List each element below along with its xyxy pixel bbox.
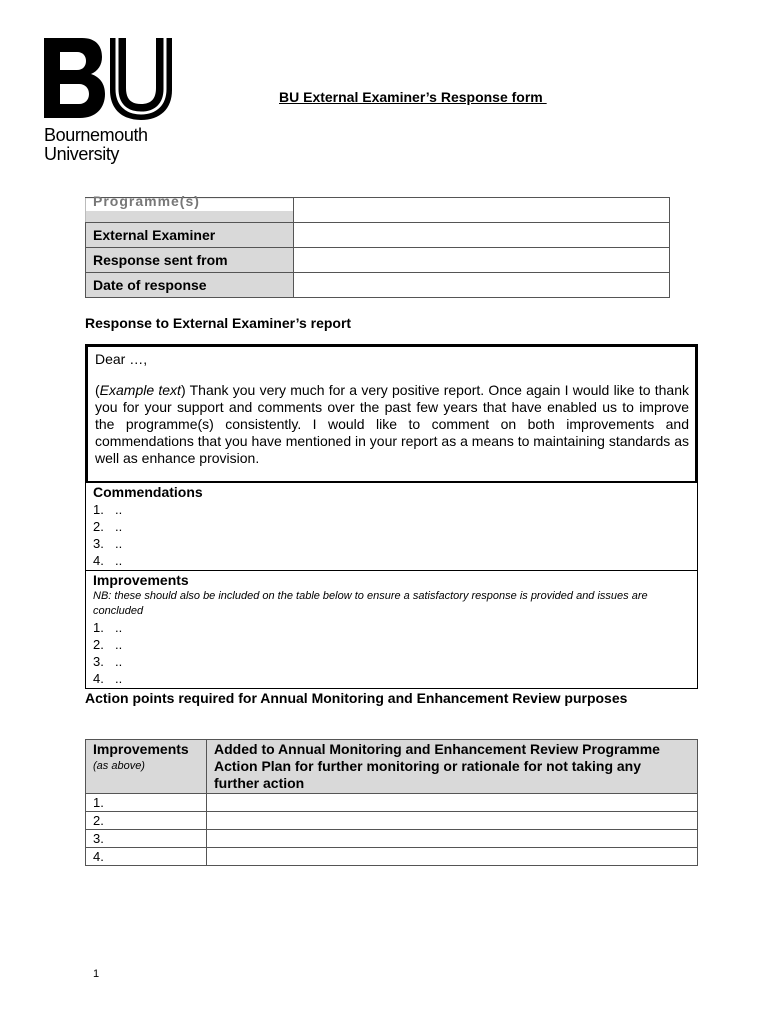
list-item: 1. .. <box>93 502 123 517</box>
table-row <box>86 812 698 830</box>
page-title: BU External Examiner’s Response form <box>279 89 547 105</box>
col-improvements-sub: (as above) <box>93 760 145 772</box>
row-number: 1. <box>86 794 207 812</box>
col-improvements-header: Improvements (as above) <box>86 740 207 794</box>
response-letter[interactable] <box>86 345 697 482</box>
improvements-list <box>93 619 690 687</box>
info-value[interactable] <box>294 223 670 248</box>
letter-body: (Example text) Thank you very much for a very positive report. Once again I would like to thank you for your support and comments over the past few years that have enabled us to improve the programme(s) consistently. I would like to comment on both improvements and commendations that you have mentioned in your report as a means to maintaining standards as well as enhance provision. <box>95 382 689 466</box>
response-box <box>85 344 698 689</box>
logo-wordmark <box>44 126 178 164</box>
list-item: 4. .. <box>93 553 123 568</box>
commendations-title: Commendations <box>93 484 203 500</box>
info-row <box>86 223 670 248</box>
row-action-cell[interactable] <box>207 848 698 866</box>
commendations-section <box>86 482 697 570</box>
salutation: Dear …, <box>95 351 148 367</box>
bu-logo <box>44 38 178 164</box>
list-item: 2. .. <box>93 519 123 534</box>
action-table <box>85 739 698 866</box>
improvements-section <box>86 570 697 688</box>
col-action-plan-header: Added to Annual Monitoring and Enhancement Review Programme Action Plan for further monitoring or rationale for not taking any further action <box>207 740 698 794</box>
improvements-title: Improvements <box>93 572 189 588</box>
list-item: 4. .. <box>93 671 123 686</box>
info-row <box>86 273 670 298</box>
row-action-cell[interactable] <box>207 812 698 830</box>
improvements-note: NB: these should also be included on the table below to ensure a satisfactory response is provided and issues are concluded <box>93 590 648 617</box>
info-value[interactable] <box>294 273 670 298</box>
commendations-list <box>93 501 690 569</box>
page-number: 1 <box>93 968 100 980</box>
info-row-programme <box>86 198 670 223</box>
row-number: 4. <box>86 848 207 866</box>
info-label-clipped: Programme(s) <box>86 198 294 223</box>
action-heading: Action points required for Annual Monitoring and Enhancement Review purposes <box>85 690 628 706</box>
table-row <box>86 848 698 866</box>
info-row <box>86 248 670 273</box>
row-action-cell[interactable] <box>207 794 698 812</box>
logo-line1: Bournemouth <box>44 125 148 145</box>
examiner-info-table <box>85 193 670 298</box>
table-row <box>86 794 698 812</box>
row-number: 3. <box>86 830 207 848</box>
list-item: 1. .. <box>93 620 123 635</box>
logo-line2: University <box>44 144 120 164</box>
row-action-cell[interactable] <box>207 830 698 848</box>
action-header-row <box>86 740 698 794</box>
example-label: Example text <box>99 382 181 398</box>
info-value[interactable] <box>294 198 670 223</box>
response-heading: Response to External Examiner’s report <box>85 315 352 331</box>
bu-logo-mark <box>44 38 176 120</box>
info-label: External Examiner <box>86 223 294 248</box>
list-item: 2. .. <box>93 637 123 652</box>
table-row <box>86 830 698 848</box>
list-item: 3. .. <box>93 654 123 669</box>
list-item: 3. .. <box>93 536 123 551</box>
info-label: Date of response <box>86 273 294 298</box>
row-number: 2. <box>86 812 207 830</box>
info-value[interactable] <box>294 248 670 273</box>
info-label: Response sent from <box>86 248 294 273</box>
